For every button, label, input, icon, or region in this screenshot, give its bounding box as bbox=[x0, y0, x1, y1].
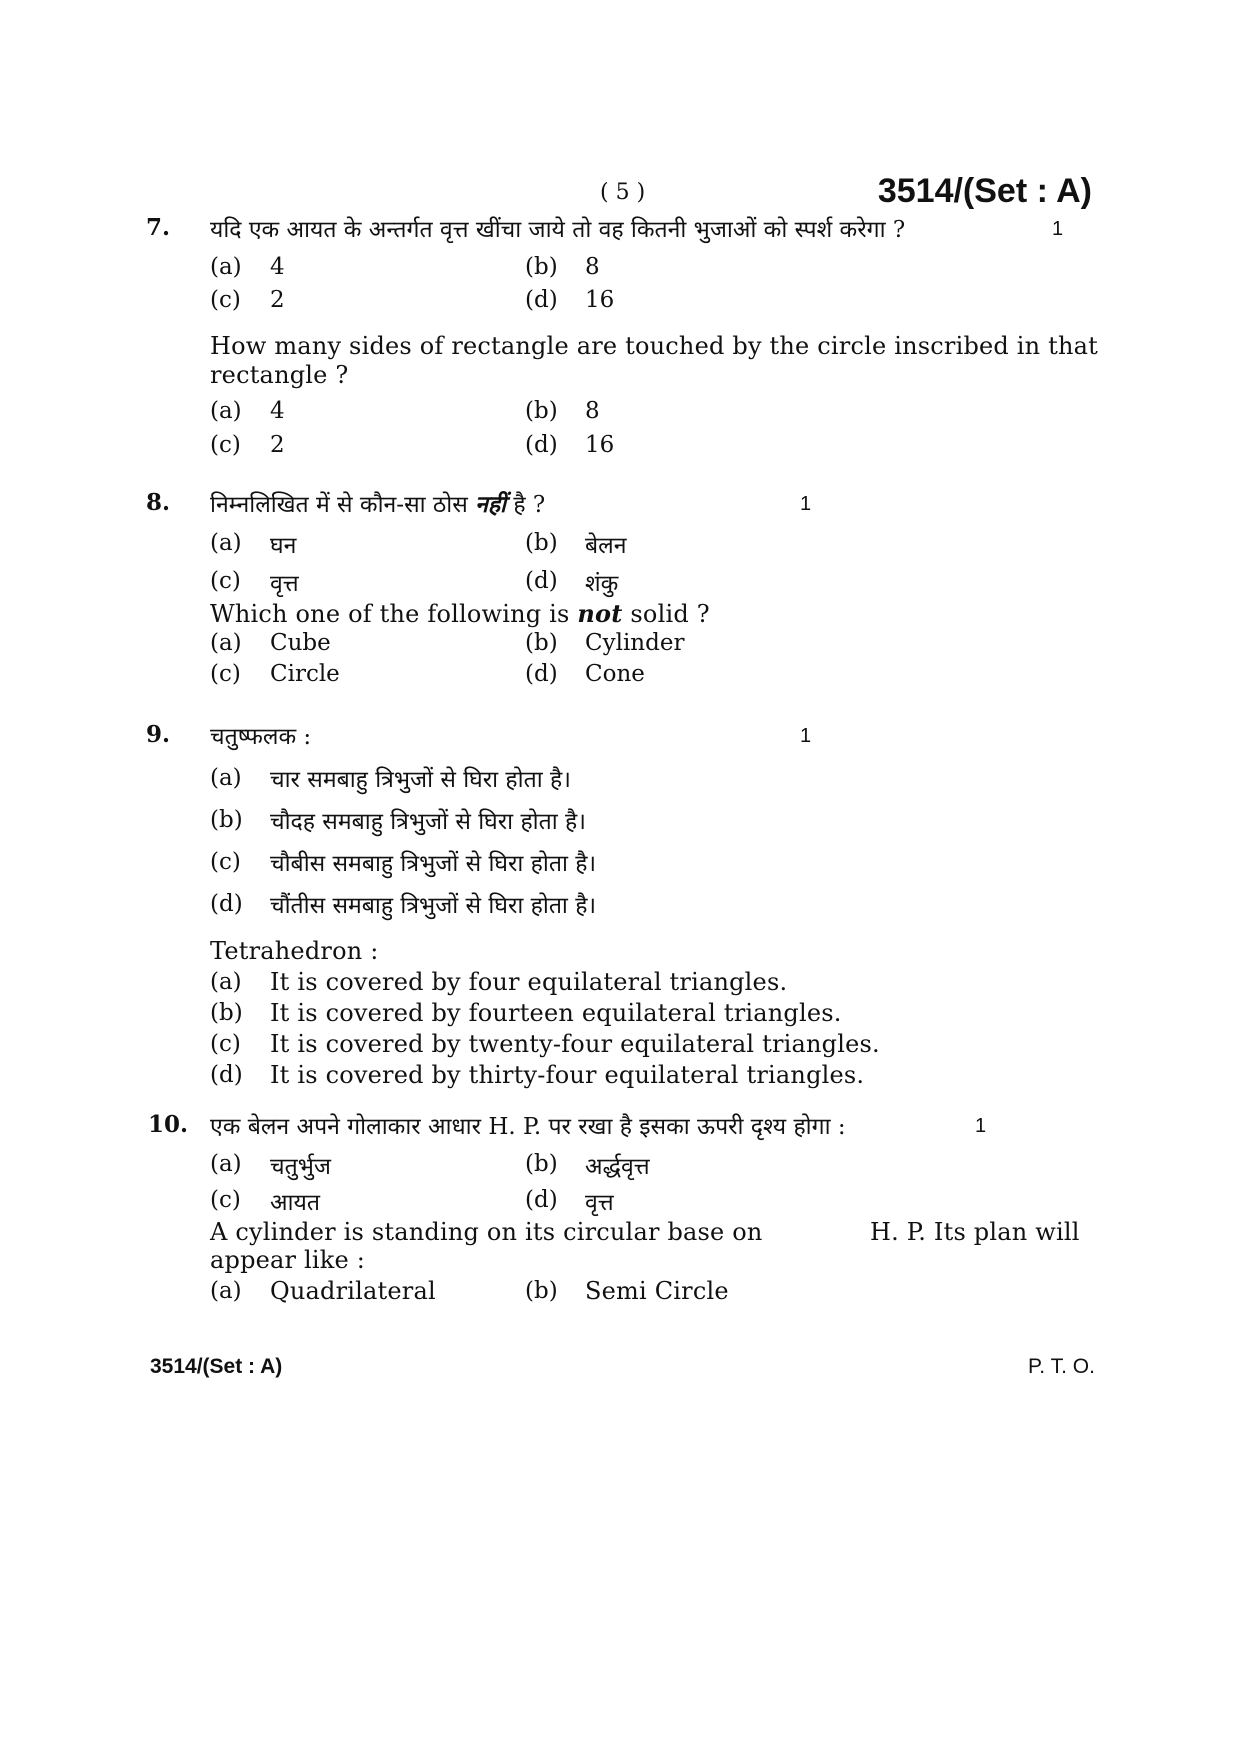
q8-hindi-option-c-label: (c) bbox=[210, 568, 241, 594]
question-10-number: 10. bbox=[147, 1111, 188, 1138]
q9-hindi-option-c-label: (c) bbox=[210, 849, 241, 875]
q7-english-option-d-text: 16 bbox=[585, 432, 615, 458]
q10-hindi-option-c-label: (c) bbox=[210, 1187, 241, 1213]
q9-english-option-a-text: It is covered by four equilateral triangles. bbox=[270, 968, 788, 996]
question-8-hindi-text-before: निम्नलिखित में से कौन-सा ठोस bbox=[210, 492, 468, 518]
q10-english-option-b-text: Semi Circle bbox=[585, 1277, 729, 1305]
question-8-hindi-emphasis: नहीं bbox=[475, 491, 506, 518]
question-8-marks: 1 bbox=[800, 493, 812, 515]
q7-english-option-b-label: (b) bbox=[525, 398, 558, 424]
q8-hindi-option-a-label: (a) bbox=[210, 530, 242, 556]
q7-english-option-a-text: 4 bbox=[270, 398, 285, 424]
q8-english-option-d-label: (d) bbox=[525, 661, 558, 687]
q7-hindi-option-c-text: 2 bbox=[270, 287, 285, 313]
q7-english-option-d-label: (d) bbox=[525, 432, 558, 458]
question-7-english-text-line2: rectangle ? bbox=[210, 361, 349, 389]
q9-english-option-d-text: It is covered by thirty-four equilateral triangles. bbox=[270, 1061, 865, 1089]
q8-english-option-c-text: Circle bbox=[270, 661, 340, 687]
page-number: ( 5 ) bbox=[600, 180, 646, 205]
question-7-hindi-text: यदि एक आयत के अन्तर्गत वृत्त खींचा जाये तो वह कितनी भुजाओं को स्पर्श करेगा ? bbox=[210, 217, 906, 243]
q7-hindi-option-a-label: (a) bbox=[210, 254, 242, 280]
question-9-marks: 1 bbox=[800, 725, 812, 747]
q9-hindi-option-a-label: (a) bbox=[210, 765, 242, 791]
q10-english-option-b-label: (b) bbox=[525, 1278, 558, 1304]
q7-hindi-option-a-text: 4 bbox=[270, 254, 285, 280]
q8-english-option-a-label: (a) bbox=[210, 630, 242, 656]
q8-hindi-option-b-label: (b) bbox=[525, 530, 558, 556]
q9-english-option-b-text: It is covered by fourteen equilateral triangles. bbox=[270, 999, 842, 1027]
q9-english-option-c-label: (c) bbox=[210, 1031, 241, 1057]
q7-hindi-option-d-label: (d) bbox=[525, 287, 558, 313]
question-10-english-text-line1b: H. P. Its plan will bbox=[870, 1218, 1080, 1246]
q8-hindi-option-d-text: शंकु bbox=[585, 571, 619, 597]
q10-english-option-a-text: Quadrilateral bbox=[270, 1277, 436, 1305]
set-code-header: 3514/(Set : A) bbox=[877, 172, 1092, 210]
q9-english-option-d-label: (d) bbox=[210, 1062, 243, 1088]
q9-english-option-c-text: It is covered by twenty-four equilateral triangles. bbox=[270, 1030, 880, 1058]
question-9-number: 9. bbox=[145, 721, 170, 748]
question-7-english-text-line1: How many sides of rectangle are touched by the circle inscribed in that bbox=[210, 332, 1099, 360]
q9-english-option-b-label: (b) bbox=[210, 1000, 243, 1026]
q8-hindi-option-c-text: वृत्त bbox=[270, 571, 299, 597]
q10-hindi-option-a-label: (a) bbox=[210, 1151, 242, 1177]
q9-english-option-a-label: (a) bbox=[210, 969, 242, 995]
q10-hindi-option-d-text: वृत्त bbox=[585, 1190, 614, 1216]
q8-english-option-a-text: Cube bbox=[270, 630, 331, 656]
question-8-english-text bbox=[210, 599, 710, 628]
q8-english-option-b-text: Cylinder bbox=[585, 630, 685, 656]
q9-hindi-option-b-label: (b) bbox=[210, 807, 243, 833]
q10-hindi-option-d-label: (d) bbox=[525, 1187, 558, 1213]
q10-hindi-option-c-text: आयत bbox=[270, 1190, 320, 1216]
footer-pto: P. T. O. bbox=[1028, 1355, 1095, 1378]
question-7-number: 7. bbox=[145, 214, 170, 241]
q9-hindi-option-c-text: चौबीस समबाहु त्रिभुजों से घिरा होता है। bbox=[270, 851, 597, 877]
footer-set-code: 3514/(Set : A) bbox=[150, 1355, 283, 1378]
question-8-english-emphasis: not bbox=[577, 599, 623, 628]
q7-english-option-c-text: 2 bbox=[270, 432, 285, 458]
q10-hindi-option-b-text: अर्द्धवृत्त bbox=[585, 1154, 650, 1180]
q7-hindi-option-b-label: (b) bbox=[525, 254, 558, 280]
q7-hindi-option-d-text: 16 bbox=[585, 287, 615, 313]
q7-english-option-a-label: (a) bbox=[210, 398, 242, 424]
q9-hindi-option-a-text: चार समबाहु त्रिभुजों से घिरा होता है। bbox=[270, 767, 571, 793]
question-9-english-text: Tetrahedron : bbox=[210, 937, 379, 965]
q10-hindi-option-b-label: (b) bbox=[525, 1151, 558, 1177]
question-8-english-text-before: Which one of the following is bbox=[210, 600, 570, 628]
q10-english-option-a-label: (a) bbox=[210, 1278, 242, 1304]
q9-hindi-option-d-label: (d) bbox=[210, 891, 243, 917]
q7-english-option-c-label: (c) bbox=[210, 432, 241, 458]
question-7-marks: 1 bbox=[1052, 218, 1064, 240]
question-8-hindi-text bbox=[210, 487, 545, 519]
q8-english-option-c-label: (c) bbox=[210, 661, 241, 687]
q10-hindi-option-a-text: चतुर्भुज bbox=[270, 1154, 331, 1180]
q9-hindi-option-d-text: चौंतीस समबाहु त्रिभुजों से घिरा होता है। bbox=[270, 893, 597, 919]
question-10-english-text-line1a: A cylinder is standing on its circular base on bbox=[210, 1218, 763, 1246]
q8-hindi-option-b-text: बेलन bbox=[585, 533, 627, 559]
question-10-hindi-text: एक बेलन अपने गोलाकार आधार H. P. पर रखा है इसका ऊपरी दृश्य होगा : bbox=[210, 1114, 846, 1140]
q8-hindi-option-a-text: घन bbox=[270, 533, 297, 559]
q8-english-option-b-label: (b) bbox=[525, 630, 558, 656]
question-10-marks: 1 bbox=[975, 1115, 987, 1137]
question-10-english-text-line2: appear like : bbox=[210, 1246, 366, 1274]
q9-hindi-option-b-text: चौदह समबाहु त्रिभुजों से घिरा होता है। bbox=[270, 809, 586, 835]
q8-english-option-d-text: Cone bbox=[585, 661, 645, 687]
question-8-number: 8. bbox=[145, 489, 170, 516]
question-9-hindi-text: चतुष्फलक : bbox=[210, 724, 312, 750]
q8-hindi-option-d-label: (d) bbox=[525, 568, 558, 594]
q7-hindi-option-b-text: 8 bbox=[585, 254, 600, 280]
question-8-english-text-after: solid ? bbox=[630, 600, 710, 628]
q7-english-option-b-text: 8 bbox=[585, 398, 600, 424]
q7-hindi-option-c-label: (c) bbox=[210, 287, 241, 313]
question-8-hindi-text-after: है ? bbox=[513, 492, 546, 518]
